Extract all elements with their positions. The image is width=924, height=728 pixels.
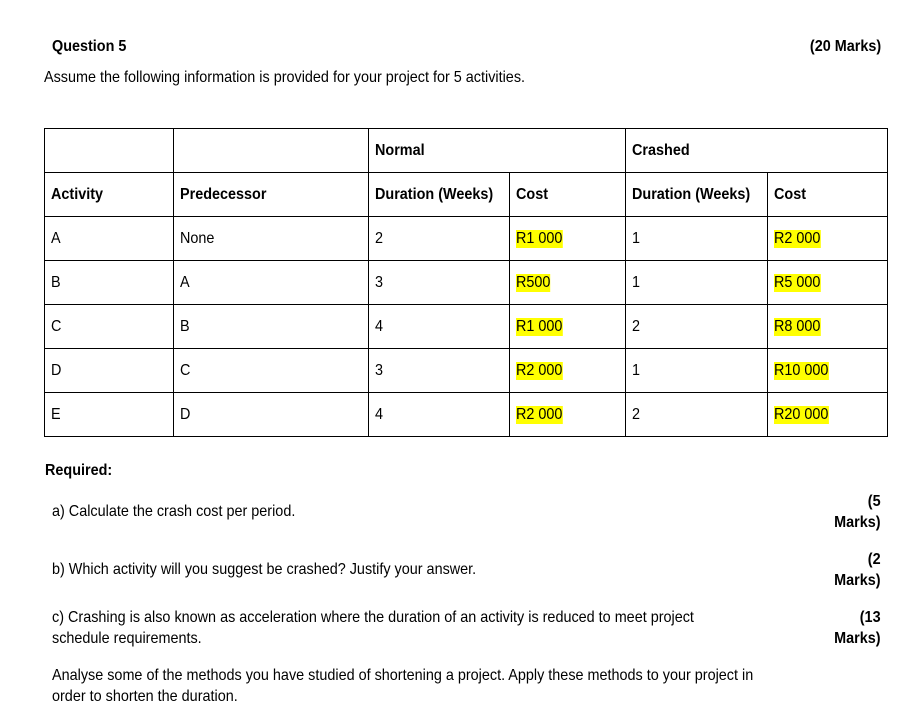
- group-header-row: [45, 129, 888, 173]
- activity-header: Activity: [45, 173, 174, 217]
- normal-duration-cell: 4: [369, 393, 510, 437]
- crashed-group-header: Crashed: [626, 129, 888, 173]
- normal-duration-cell: 2: [369, 217, 510, 261]
- normal-cost-cell: R2 000: [510, 349, 626, 393]
- predecessor-cell: C: [174, 349, 369, 393]
- crashed-cost-cell: R5 000: [768, 261, 888, 305]
- normal-cost-cell: R1 000: [510, 217, 626, 261]
- crashed-duration-cell: 1: [626, 261, 768, 305]
- activity-cell: B: [45, 261, 174, 305]
- predecessor-cell: None: [174, 217, 369, 261]
- normal-cost-cell: R500: [510, 261, 626, 305]
- question-c-marks: (13 Marks): [834, 609, 881, 647]
- activity-table: [44, 128, 888, 437]
- normal-group-header: Normal: [369, 129, 626, 173]
- crashed-cost-cell: R8 000: [768, 305, 888, 349]
- crashed-duration-cell: 1: [626, 349, 768, 393]
- crashed-duration-cell: 1: [626, 217, 768, 261]
- required-heading: Required:: [45, 462, 113, 479]
- crashed-cost-cell: R20 000: [768, 393, 888, 437]
- question-title: Question 5: [52, 38, 127, 55]
- normal-duration-cell: 3: [369, 349, 510, 393]
- crashed-duration-cell: 2: [626, 305, 768, 349]
- normal-cost-cell: R2 000: [510, 393, 626, 437]
- activity-cell: A: [45, 217, 174, 261]
- predecessor-cell: B: [174, 305, 369, 349]
- table-row: [45, 349, 888, 393]
- normal-cost-cell: R1 000: [510, 305, 626, 349]
- table-row: [45, 217, 888, 261]
- activity-cell: E: [45, 393, 174, 437]
- crashed-duration-header: Duration (Weeks): [626, 173, 768, 217]
- question-b-marks: (2 Marks): [834, 551, 881, 589]
- question-a-marks: (5 Marks): [834, 493, 881, 531]
- normal-duration-header: Duration (Weeks): [369, 173, 510, 217]
- activity-cell: C: [45, 305, 174, 349]
- normal-cost-header: Cost: [510, 173, 626, 217]
- table-row: [45, 305, 888, 349]
- empty-cell: [174, 129, 369, 173]
- normal-duration-cell: 3: [369, 261, 510, 305]
- crashed-cost-header: Cost: [768, 173, 888, 217]
- analyse-paragraph: Analyse some of the methods you have studied of shortening a project. Apply these methods to your project in order to shorten the duration.: [52, 667, 754, 705]
- question-c-text: c) Crashing is also known as acceleration where the duration of an activity is reduced to meet project schedule requirements.: [52, 609, 694, 647]
- question-b-text: b) Which activity will you suggest be crashed? Justify your answer.: [52, 561, 477, 578]
- crashed-cost-cell: R2 000: [768, 217, 888, 261]
- column-header-row: [45, 173, 888, 217]
- activity-cell: D: [45, 349, 174, 393]
- normal-duration-cell: 4: [369, 305, 510, 349]
- crashed-duration-cell: 2: [626, 393, 768, 437]
- predecessor-cell: A: [174, 261, 369, 305]
- table-row: [45, 393, 888, 437]
- table-row: [45, 261, 888, 305]
- question-intro: Assume the following information is provided for your project for 5 activities.: [44, 69, 526, 86]
- crashed-cost-cell: R10 000: [768, 349, 888, 393]
- empty-cell: [45, 129, 174, 173]
- predecessor-cell: D: [174, 393, 369, 437]
- question-marks: (20 Marks): [809, 38, 881, 55]
- predecessor-header: Predecessor: [174, 173, 369, 217]
- question-a-text: a) Calculate the crash cost per period.: [52, 503, 296, 520]
